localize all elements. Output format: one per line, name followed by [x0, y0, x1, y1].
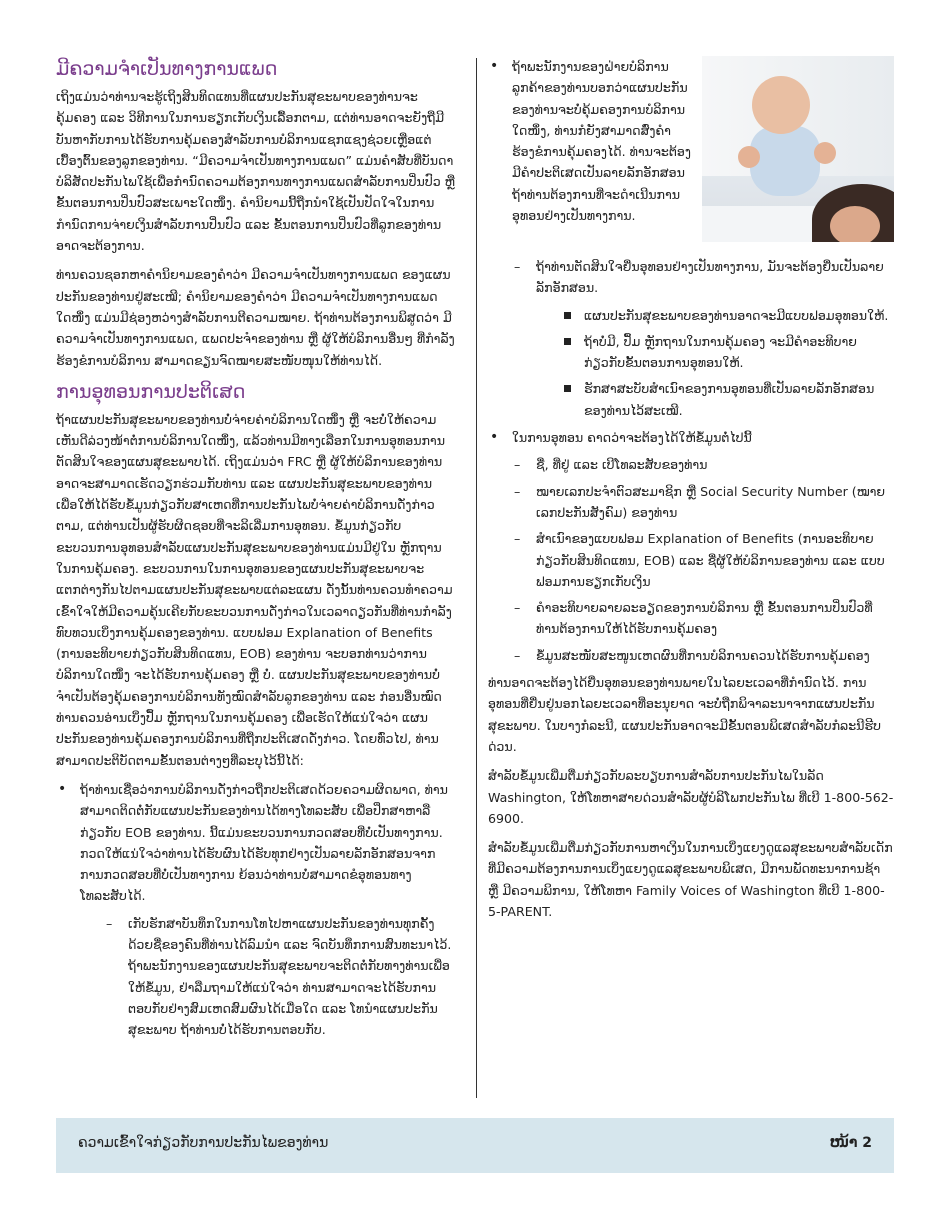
- paragraph: ສຳລັບຂໍ້ມູນເພີ່ມຕື່ມກ່ຽວກັບການຫາເງິນໃນການເບິ່ງແຍງດູແລສຸຂະພາບສຳລັບເດັກທີ່ມີຄວາມຕ້ອງການການເບິ່ງແຍງດູແລສຸຂະພາບພິເສດ, ມີການພັດທະນາການຊ້າ ຫຼື ມີຄວາມພິການ, ໃຫ້ໂທຫາ Family Voices of Washington ທີ່ເບີ 1-800-5-PARENT.: [488, 840, 893, 920]
- sub-sub-list-item: ຮັກສາສະບັບສຳເນົາຂອງການອຸທອນທີ່ເປັນລາຍລັກອັກສອນຂອງທ່ານໄວ້ສະເໝີ.: [560, 378, 894, 421]
- right-column: [488, 56, 894, 930]
- sub-list: [512, 454, 894, 666]
- sub-list-item: – ໝາຍເລກປະຈຳຕົວສະມາຊິກ ຫຼື Social Security Number (ໝາຍເລກປະກັນສັງຄົມ) ຂອງທ່ານ: [512, 481, 894, 524]
- sub-list: [512, 256, 894, 421]
- sub-sub-list-item: ແຜນປະກັນສຸຂະພາບຂອງທ່ານອາດຈະມີແບບຟອມອຸທອນໃຫ້.: [560, 305, 894, 326]
- baby-photo: [702, 56, 894, 242]
- list-item: [488, 56, 894, 421]
- appeal-steps-list: [56, 779, 456, 1041]
- sub-sub-list: [560, 305, 894, 421]
- heading-medical-necessity: ມີຄວາມຈຳເປັນທາງການແພດ: [56, 58, 278, 80]
- sub-list-item: – ສຳເນົາຂອງແບບຟອມ Explanation of Benefits (ການອະທິບາຍກ່ຽວກັບສິນທິດແທນ, EOB) ແລະ ຊື່ຜູ້ໃຫ້ບໍລິການຂອງທ່ານ ແລະ ແບບຟອມການຮຽກເກັບເງິນ: [512, 528, 894, 592]
- sub-list-item: – ຊື່, ທີ່ຢູ່ ແລະ ເບີໂທລະສັບຂອງທ່ານ: [512, 454, 894, 475]
- sub-list-item-text: ຖ້າທ່ານຕັດສິນໃຈຍື່ນອຸທອນຢ່າງເປັນທາງການ, ມັນຈະຕ້ອງຍື່ນເປັນລາຍລັກອັກສອນ.: [536, 259, 884, 296]
- paragraph: ສຳລັບຂໍ້ມູນເພີ່ມຕື່ມກ່ຽວກັບລະບຽບການສຳລັບການປະກັນໄພໃນລັດ Washington, ໃຫ້ໂທຫາສາຍດ່ວນສຳລັບຜູ້ບໍລິໂພກປະກັນໄພ ທີ່ເບີ 1-800-562-6900.: [488, 768, 894, 826]
- list-item-text: ຖ້າພະນັກງານຂອງຝ່າຍບໍລິການລູກຄ້າຂອງທ່ານບອກວ່າແຜນປະກັນຂອງທ່ານຈະບໍ່ຄຸ້ມຄອງການບໍລິການໃດໜຶ່ງ, ທ່ານກໍຍັງສາມາດສົ່ງຄຳຮ້ອງຂໍການຄຸ້ມຄອງໄດ້. ທ່ານຈະຕ້ອງມີຄຳປະຕິເສດເປັນລາຍລັກອັກສອນ ຖ້າທ່ານຕ້ອງການທີ່ຈະດຳເນີນການອຸທອນຢ່າງເປັນທາງການ.: [512, 59, 691, 224]
- sub-list-item: – ເກັບຮັກສາບັນທຶກໃນການໂທໄປຫາແຜນປະກັນຂອງທ່ານທຸກຄັ້ງ ດ້ວຍຊື່ຂອງຄົນທີ່ທ່ານໄດ້ລົມນຳ ແລະ ຈົດບັນທຶກການສົນທະນາໄວ້. ຖ້າພະນັກງານຂອງແຜນປະກັນສຸຂະພາບຈະຕິດຕໍ່ກັບທາງທ່ານເພື່ອໃຫ້ຂໍ້ມູນ, ຢ່າລືມຖາມໃຫ້ແນ່ໃຈວ່າ ທ່ານສາມາດຈະໄດ້ຮັບການຕອບກັບຢ່າງສົມເຫດສົມຜົນໄດ້ເມື່ອໃດ ແລະ ໂທນຳແຜນປະກັນສຸຂະພາບ ຖ້າທ່ານບໍ່ໄດ້ຮັບການຕອບກັບ.: [104, 913, 456, 1041]
- sub-sub-list-item: ຖ້າບໍ່ມີ, ປຶ້ມ ຫຼັກຖານໃນການຄຸ້ມຄອງ ຈະມີຄຳອະທິບາຍກ່ຽວກັບຂັ້ນຕອນການອຸທອນໃຫ້.: [560, 331, 894, 374]
- sub-list-item: [512, 256, 894, 421]
- list-item: [56, 779, 456, 1041]
- sub-list-item: – ຂໍ້ມູນສະໜັບສະໜູນເຫດຜົນທີ່ການບໍລິການຄວນໄດ້ຮັບການຄຸ້ມຄອງ: [512, 645, 894, 666]
- paragraph: ຖ້າແຜນປະກັນສຸຂະພາບຂອງທ່ານບໍ່ຈ່າຍຄ່າບໍລິການໃດໜຶ່ງ ຫຼື ຈະບໍ່ໃຫ້ຄວາມເຫັນດີລ່ວງໜ້າຕໍ່ການບໍລິການໃດໜຶ່ງ, ແລ້ວທ່ານມີທາງເລືອກໃນການອຸທອນການຕັດສິນໃຈຂອງແຜນສຸຂະພາບໄດ້. ເຖິງແມ່ນວ່າ FRC ຫຼື ຜູ້ໃຫ້ບໍລິການຂອງທ່ານອາດຈະສາມາດເຮັດວຽກຮ່ວມກັບທ່ານ ແລະ ແຜນປະກັນສຸຂະພາບຂອງທ່ານ ເພື່ອໃຫ້ໄດ້ຮັບຂໍ້ມູນກ່ຽວກັບສາເຫດທີ່ການປະກັນໄພບໍ່ຈ່າຍຄ່າບໍລິການດັ່ງກ່າວຕາມ, ແຕ່ທ່ານເປັນຜູ້ຮັບຜິດຊອບທີ່ຈະລິເລີ່ມການອຸທອນ. ຂໍ້ມູນກ່ຽວກັບຂະບວນການອຸທອນສຳລັບແຜນປະກັນສຸຂະພາບຂອງທ່ານແມ່ນມີຢູ່ໃນ ຫຼັກຖານໃນການຄຸ້ມຄອງ. ຂະບວນການໃນການອຸທອນຂອງແຜນປະກັນສຸຂະພາບຈະແຕກຕ່າງກັນໄປຕາມແຜນປະກັນສຸຂະພາບແຕ່ລະແຜນ ດັ່ງນັ້ນທ່ານຄວນທຳຄວາມເຂົ້າໃຈໃຫ້ມີຄວາມຄຸ້ນເຄີຍກັບຂະບວນການດັ່ງກ່າວໃນເວລາດຽວກັນທີ່ທ່ານກຳລັງທົບທວນເບິ່ງການຄຸ້ມຄອງຂອງທ່ານ. ແບບຟອມ Explanation of Benefits (ການອະທິບາຍກ່ຽວກັບສິນທິດແທນ, EOB) ຂອງທ່ານ ຈະບອກທ່ານວ່າການບໍລິການໃດໜຶ່ງ ຈະໄດ້ຮັບການຄຸ້ມຄອງ ຫຼື ບໍ່. ແຜນປະກັນສຸຂະພາບຂອງທ່ານບໍ່ຈຳເປັນຕ້ອງຄຸ້ມຄອງການບໍລິການທັງໝົດສຳລັບລູກຂອງທ່ານ ແລະ ກ່ອນອື່ນໝົດ ທ່ານຄວນອ່ານເບິ່ງປຶ້ມ ຫຼັກຖານໃນການຄຸ້ມຄອງ ເພື່ອເຮັດໃຫ້ແນ່ໃຈວ່າ ແຜນປະກັນຂອງທ່ານຄຸ້ມຄອງການບໍລິການທີ່ຖືກປະຕິເສດດັ່ງກ່າວ. ໂດຍທົ່ວໄປ, ທ່ານສາມາດປະຕິບັດຕາມຂັ້ນຕອນຕ່າງໆທີ່ລະບຸໄວ້ນີ້ໄດ້:: [56, 411, 453, 768]
- list-item: [488, 427, 894, 666]
- paragraph: ທ່ານອາດຈະຕ້ອງໄດ້ຍື່ນອຸທອນຂອງທ່ານພາຍໃນໄລຍະເວລາທີ່ກຳນົດໄວ້. ການອຸທອນທີ່ຍື່ນຢູ່ນອກໄລຍະເວລາທີ່ອະນຸຍາດ ຈະບໍ່ຖືກພິຈາລະນາຈາກແຜນປະກັນສຸຂະພາບ. ໃນບາງກໍລະນີ, ແຜນປະກັນອາດຈະມີຂັ້ນຕອນພິເສດສຳລັບກໍລະນີຮີບດ່ວນ.: [488, 675, 881, 754]
- sub-list: [104, 913, 456, 1041]
- column-divider: [476, 58, 477, 1098]
- list-item-text: ໃນການອຸທອນ ຄາດວ່າຈະຕ້ອງໄດ້ໃຫ້ຂໍ້ມູນຕໍ່ໄປນີ້: [512, 430, 752, 446]
- left-column: [56, 56, 456, 1046]
- paragraph: ທ່ານຄວນຊອກຫາຄຳນິຍາມຂອງຄຳວ່າ ມີຄວາມຈຳເປັນທາງການແພດ ຂອງແຜນປະກັນຂອງທ່ານຢູ່ສະເໝີ; ຄຳນິຍາມຂອງຄຳວ່າ ມີຄວາມຈຳເປັນທາງການແພດ ໃດໜຶ່ງ ແມ່ນມີຊ່ອງຫວ່າງສຳລັບການຕີຄວາມໝາຍ. ຖ້າທ່ານຕ້ອງການພິສູດວ່າ ມີຄວາມຈຳເປັນທາງການແພດ, ແພດປະຈຳຂອງທ່ານ ຫຼື ຜູ້ໃຫ້ບໍລິການອື່ນໆ ທີ່ກຳລັງຮ້ອງຂໍການບໍລິການ ສາມາດຂຽນຈົດໝາຍສະໜັບໜຸນໃຫ້ທ່ານໄດ້.: [56, 267, 455, 368]
- sub-list-item: – ຄຳອະທິບາຍລາຍລະອຽດຂອງການບໍລິການ ຫຼື ຂັ້ນຕອນການປິ່ນປົວທີ່ທ່ານຕ້ອງການໃຫ້ໄດ້ຮັບການຄຸ້ມຄອງ: [512, 597, 894, 640]
- footer-title: ຄວາມເຂົ້າໃຈກ່ຽວກັບການປະກັນໄພຂອງທ່ານ: [78, 1135, 329, 1151]
- list-item-text: ຖ້າທ່ານເຊື່ອວ່າການບໍລິການດັ່ງກ່າວຖືກປະຕິເສດດ້ວຍຄວາມຜິດພາດ, ທ່ານສາມາດຕິດຕໍ່ກັບແຜນປະກັນຂອງທ່ານໄດ້ທາງໂທລະສັບ ເພື່ອປຶກສາຫາລືກ່ຽວກັບ EOB ຂອງທ່ານ. ນີ້ແມ່ນຂະບວນການກວດສອບທີ່ບໍ່ເປັນທາງການ. ກວດໃຫ້ແນ່ໃຈວ່າທ່ານໄດ້ຮັບຜົນໄດ້ຮັບທຸກຢ່າງເປັນລາຍລັກອັກສອນຈາກການກວດສອບທີ່ບໍ່ເປັນທາງການ ຍ້ອນວ່າທ່ານບໍ່ສາມາດຂໍອຸທອນທາງໂທລະສັບໄດ້.: [80, 781, 448, 904]
- page-number: ໜ້າ 2: [829, 1135, 872, 1151]
- appeal-steps-list-continued: [488, 56, 894, 666]
- page-footer: [56, 1118, 894, 1173]
- paragraph: ເຖິງແມ່ນວ່າທ່ານຈະຮູ້ເຖິງສິນທິດແທນທີ່ແຜນປະກັນສຸຂະພາບຂອງທ່ານຈະຄຸ້ມຄອງ ແລະ ວິທີການໃນການຮຽກເກັບເງິນເລື້ອກຕາມ, ແຕ່ທ່ານອາດຈະຍັງຖືມີບັນຫາກັບການໄດ້ຮັບການຄຸ້ມຄອງສຳລັບການບໍລິການແຊກແຊງຊ່ວຍເຫຼືອແຕ່ເບື້ອງຕົ້ນຂອງລູກຂອງທ່ານ. “ມີຄວາມຈຳເປັນທາງການແພດ” ແມ່ນຄຳສັບທີ່ບັນດາບໍລິສັດປະກັນໄພໃຊ້ເພື່ອກຳນົດຄວາມຕ້ອງການທາງການແພດສຳລັບການປິ່ນປົວ ຫຼື ຂັ້ນຕອນການປິ່ນປົວສະເພາະໃດໜຶ່ງ. ຄຳນິຍາມນີ້ຖືກນຳໃຊ້ເປັນປັດໃຈໃນການກຳນົດການຈ່າຍເງິນສຳລັບການປິ່ນປົວ ແລະ ຂັ້ນຕອນການປິ່ນປົວທີ່ລູກຂອງທ່ານອາດຈະຕ້ອງການ.: [56, 89, 455, 254]
- heading-appeal-denial: ການອຸທອນການປະຕິເສດ: [56, 380, 246, 403]
